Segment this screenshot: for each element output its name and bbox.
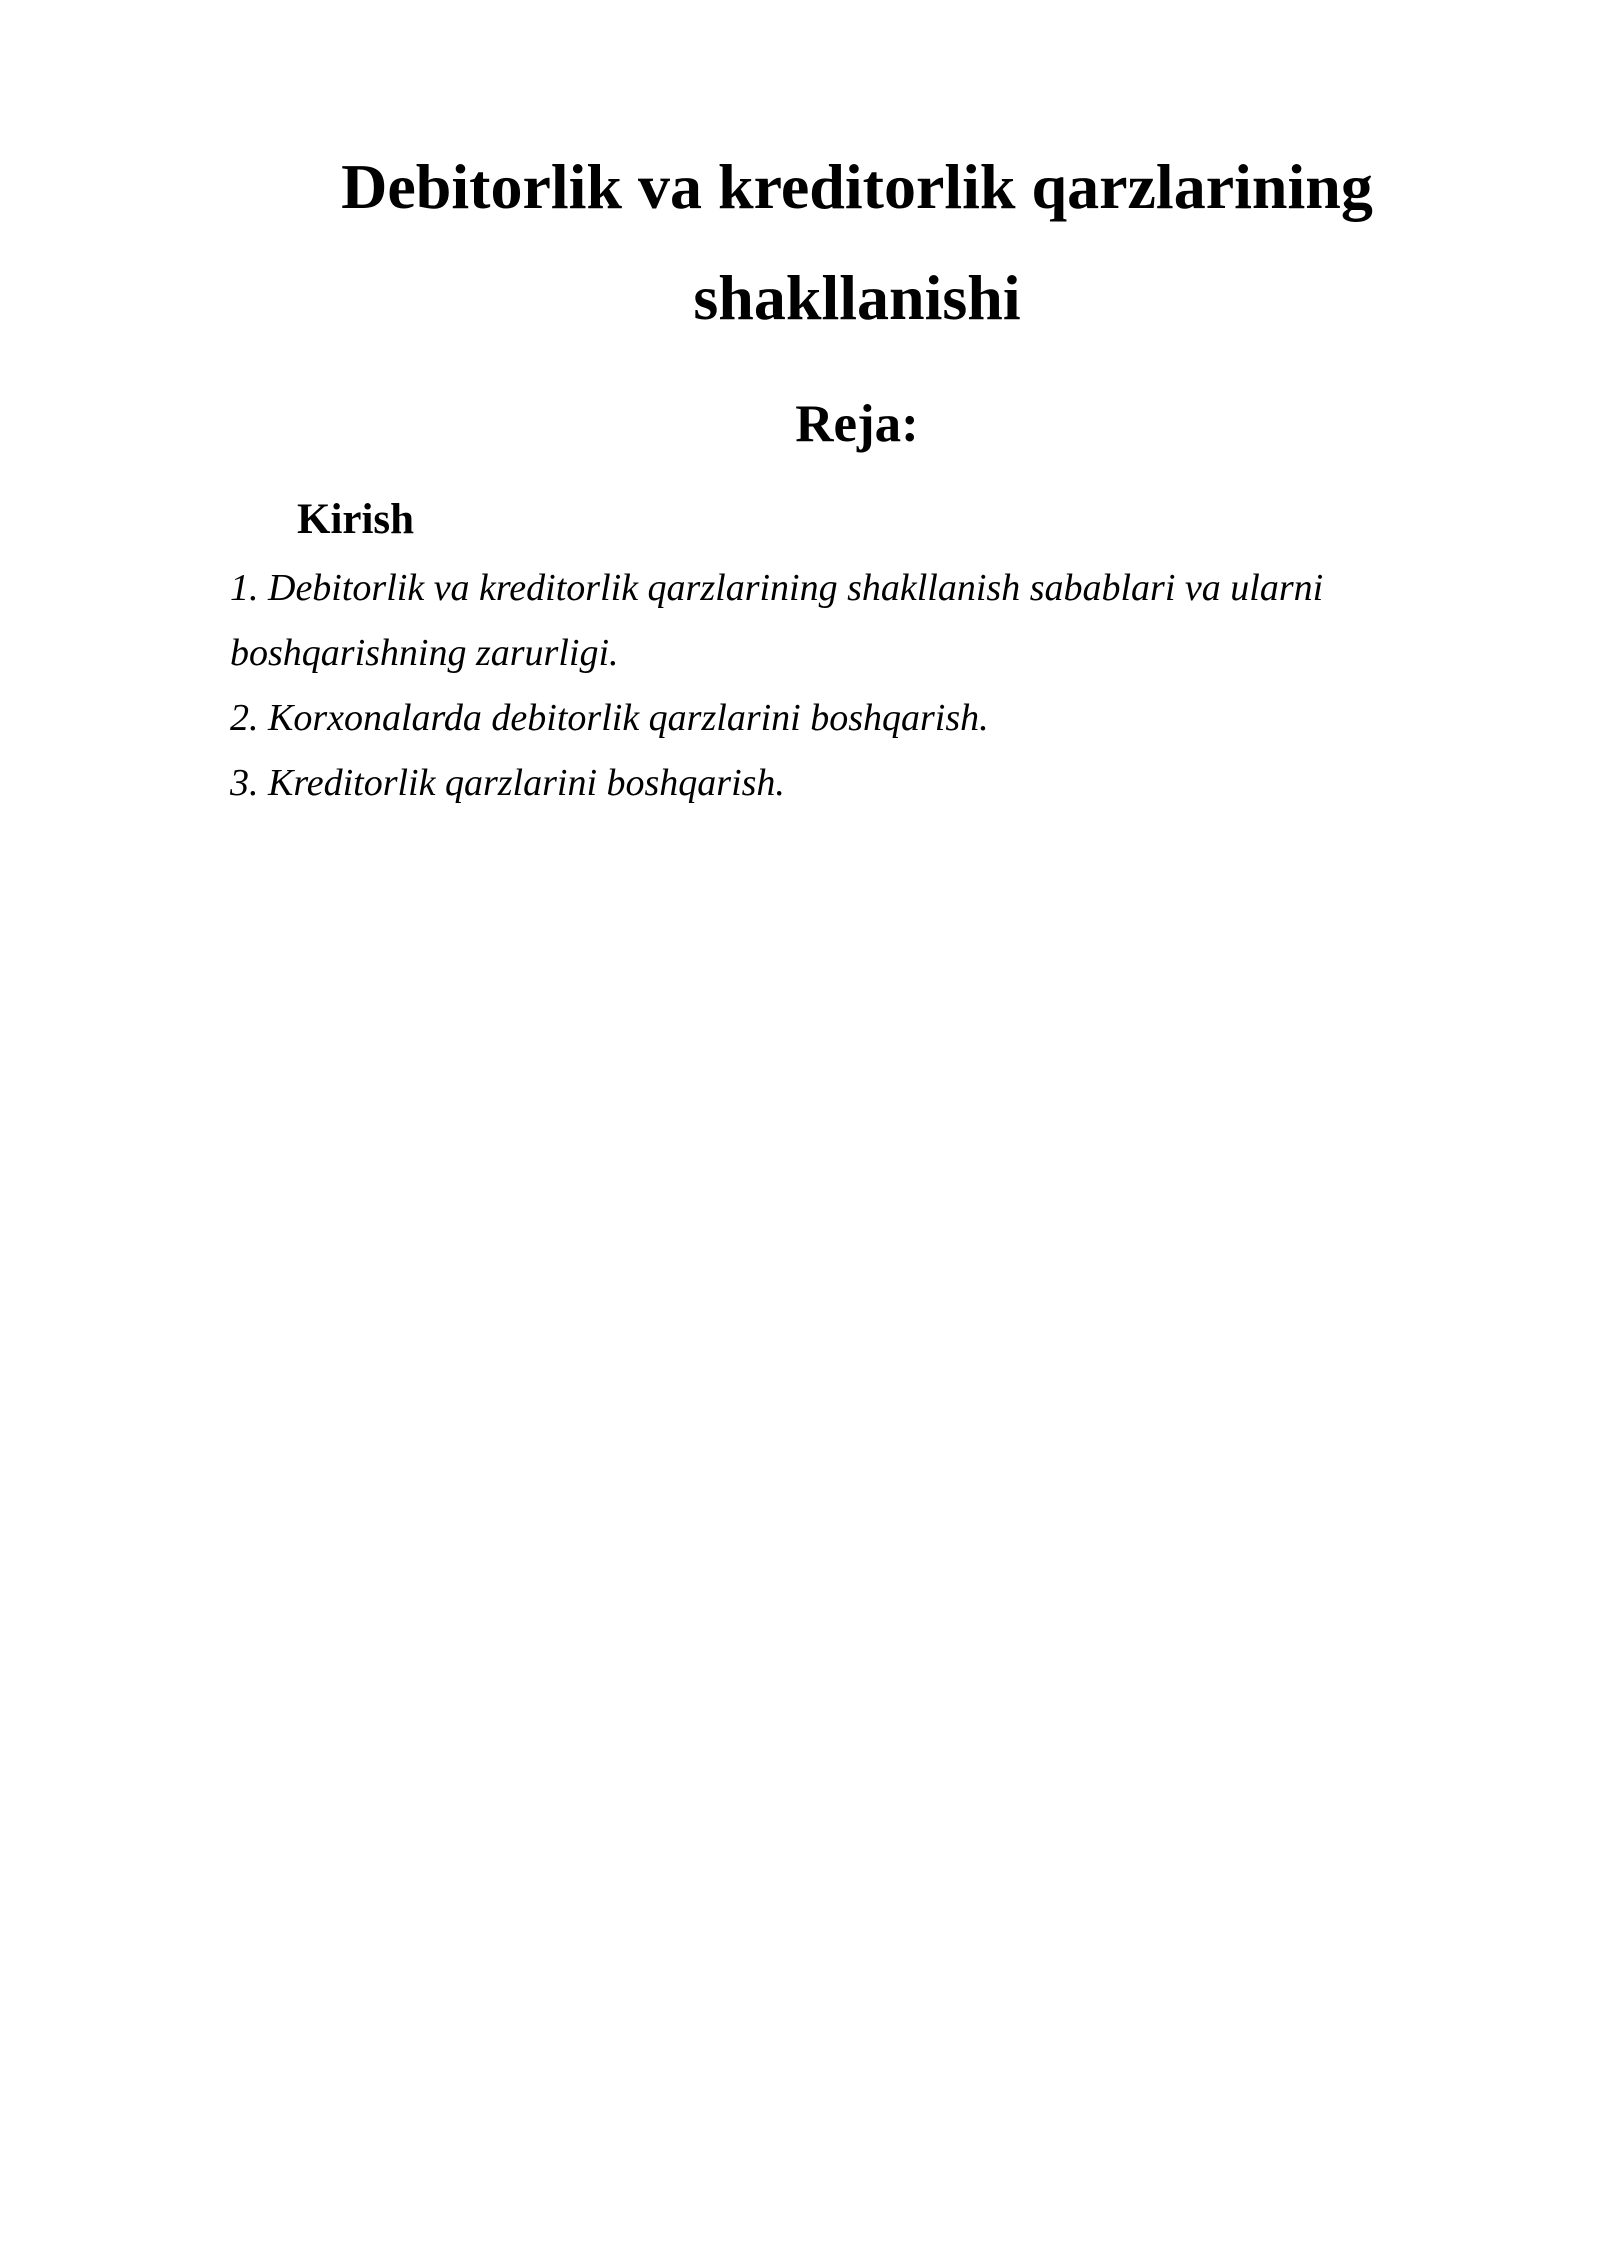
- document-title-line-2: shakllanishi: [693, 262, 1021, 333]
- outline-item-1-line-1: 1. Debitorlik va kreditorlik qarzlarining shakllanish sabablari va ularni: [230, 567, 1324, 609]
- document-title: [230, 131, 1484, 353]
- outline-item-3: 3. Kreditorlik qarzlarini boshqarish.: [230, 762, 785, 804]
- outline-list: [230, 556, 1484, 816]
- intro-heading: Kirish: [297, 496, 415, 543]
- document-title-line-1: Debitorlik va kreditorlik qarzlarining: [341, 151, 1373, 222]
- plan-heading: Reja:: [795, 395, 919, 453]
- outline-item-2: 2. Korxonalarda debitorlik qarzlarini boshqarish.: [230, 697, 989, 739]
- outline-item-1-line-2: boshqarishning zarurligi.: [230, 632, 619, 674]
